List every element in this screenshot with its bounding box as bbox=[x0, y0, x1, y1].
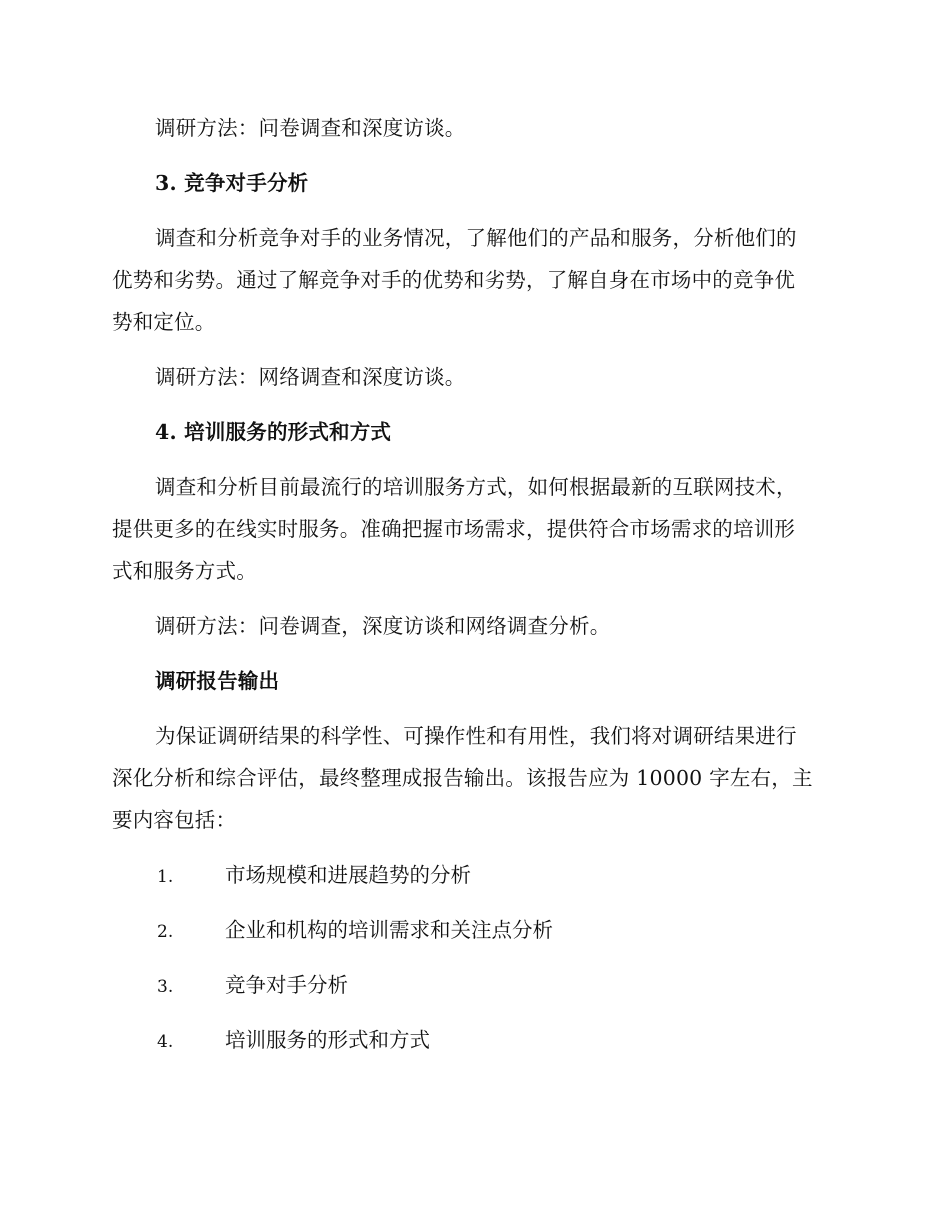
section4-method: 调研方法：问卷调查，深度访谈和网络调查分析。 bbox=[155, 614, 611, 638]
section3-method: 调研方法：网络调查和深度访谈。 bbox=[155, 365, 466, 389]
section3-para-line-2: 优势和劣势。通过了解竞争对手的优势和劣势，了解自身在市场中的竞争优 bbox=[112, 268, 796, 292]
list-number: 2. bbox=[157, 922, 174, 942]
list-text: 市场规模和进展趋势的分析 bbox=[225, 863, 471, 887]
report-para-line-1: 为保证调研结果的科学性、可操作性和有用性，我们将对调研结果进行 bbox=[155, 724, 797, 748]
section3-heading: 3. 竞争对手分析 bbox=[155, 171, 309, 195]
method-text-1: 调研方法：问卷调查和深度访谈。 bbox=[155, 116, 466, 140]
list-number: 3. bbox=[157, 977, 174, 997]
list-item bbox=[157, 973, 348, 999]
section3-para-line-1: 调查和分析竞争对手的业务情况，了解他们的产品和服务，分析他们的 bbox=[155, 226, 797, 250]
list-item bbox=[157, 918, 553, 944]
section4-para-line-2: 提供更多的在线实时服务。准确把握市场需求，提供符合市场需求的培训形 bbox=[112, 517, 796, 541]
list-number: 1. bbox=[157, 867, 174, 887]
report-heading: 调研报告输出 bbox=[155, 669, 280, 693]
list-number: 4. bbox=[157, 1032, 174, 1052]
report-para-line-2: 深化分析和综合评估，最终整理成报告输出。该报告应为 10000 字左右，主 bbox=[112, 766, 813, 790]
section4-para-line-1: 调查和分析目前最流行的培训服务方式，如何根据最新的互联网技术， bbox=[155, 475, 797, 499]
list-text: 企业和机构的培训需求和关注点分析 bbox=[225, 918, 553, 942]
section3-para-line-3: 势和定位。 bbox=[112, 310, 216, 334]
section4-para-line-3: 式和服务方式。 bbox=[112, 559, 257, 583]
list-text: 培训服务的形式和方式 bbox=[225, 1028, 430, 1052]
list-item bbox=[157, 863, 471, 889]
list-item bbox=[157, 1028, 430, 1054]
section4-heading: 4. 培训服务的形式和方式 bbox=[155, 420, 392, 444]
report-para-line-3: 要内容包括： bbox=[112, 808, 237, 832]
list-text: 竞争对手分析 bbox=[225, 973, 348, 997]
